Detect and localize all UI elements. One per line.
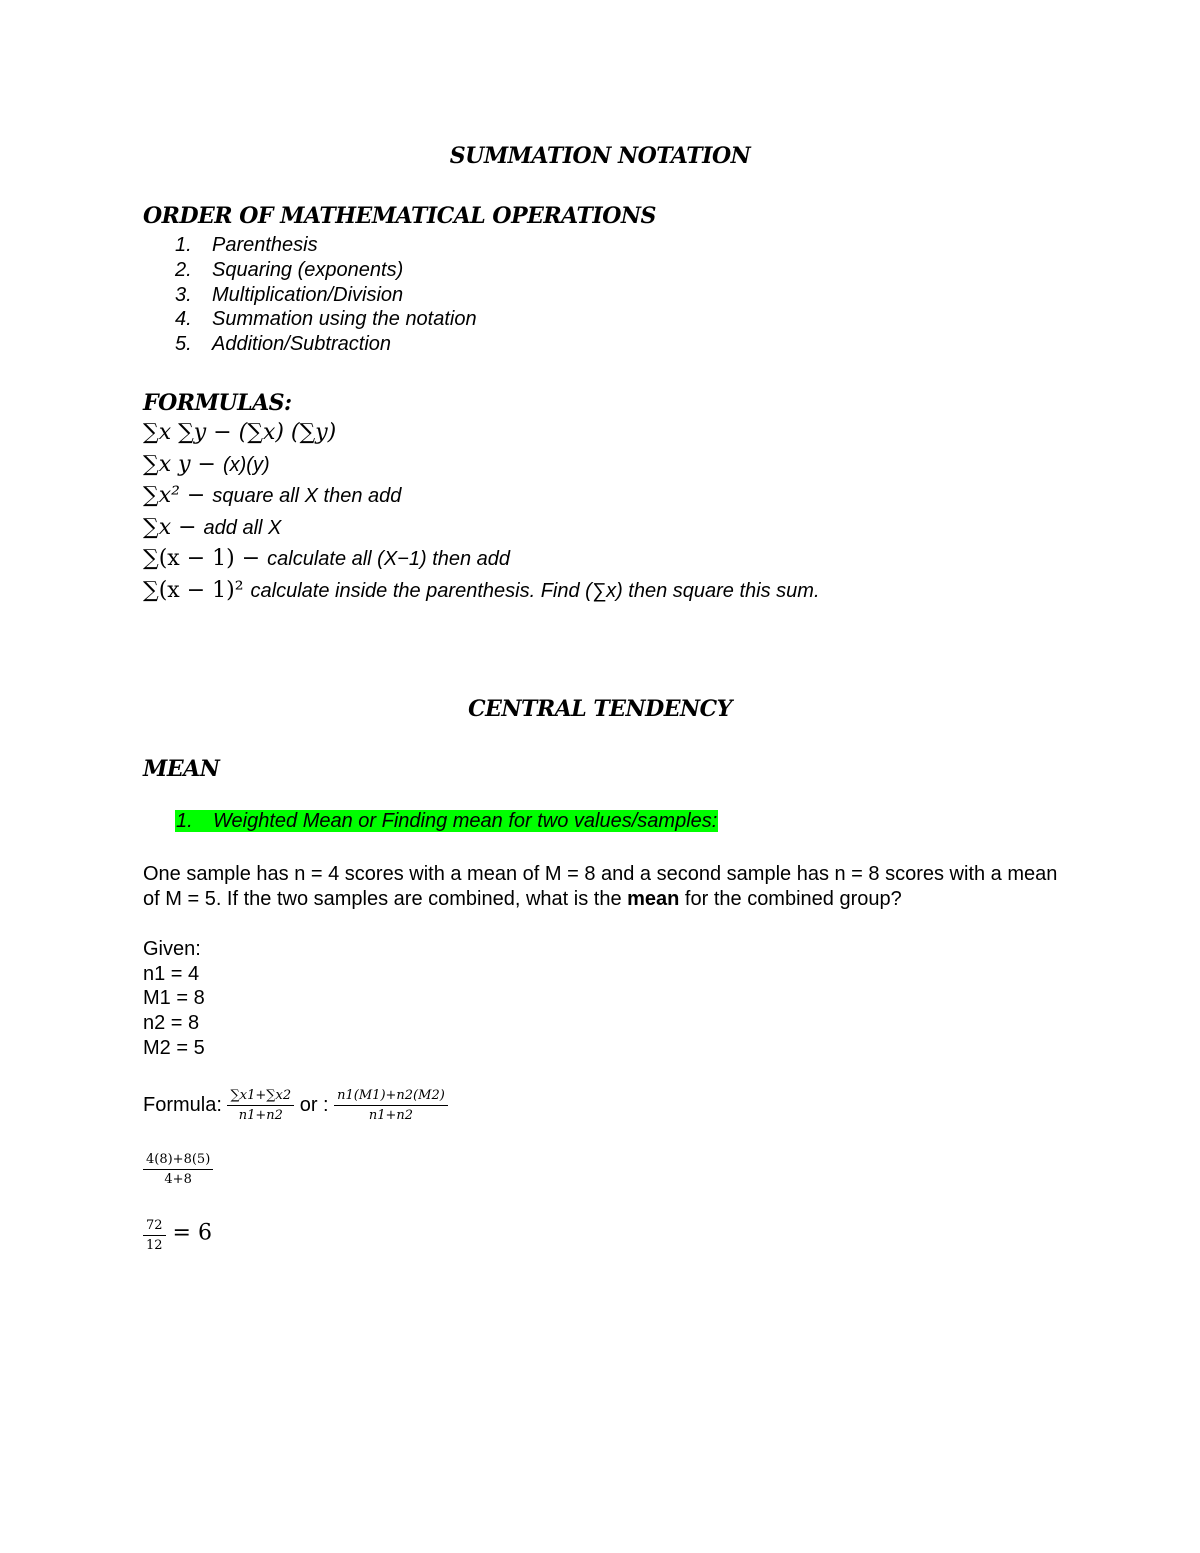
result-value: = 6 xyxy=(165,1220,212,1246)
formula-line: ∑x − add all X xyxy=(143,515,282,540)
heading-formulas: FORMULAS: xyxy=(143,390,292,416)
order-of-operations-list xyxy=(175,233,477,357)
or-label: or : xyxy=(294,1093,335,1116)
formula-row xyxy=(143,1088,448,1123)
heading-mean: MEAN xyxy=(143,756,220,782)
formula-label: Formula: xyxy=(143,1093,228,1116)
title-summation-notation: SUMMATION NOTATION xyxy=(449,143,751,169)
given-item: n2 = 8 xyxy=(143,1012,200,1035)
given-values xyxy=(143,937,205,1061)
title-central-tendency: CENTRAL TENDENCY xyxy=(468,696,732,722)
heading-order-of-operations: ORDER OF MATHEMATICAL OPERATIONS xyxy=(143,203,656,229)
formula-line: ∑(x − 1)² calculate inside the parenthesis. Find (∑x) then square this sum. xyxy=(143,578,820,603)
step-fraction: $\frac{4(8)+8(5)}{4+8}$ xyxy=(143,1152,213,1187)
formula-fraction-means: $\frac{n1(M1)+n2(M2)}{n1+n2}$ xyxy=(334,1088,448,1123)
given-item: n1 = 4 xyxy=(143,962,200,985)
given-label: Given: xyxy=(143,938,201,960)
computation-step-2 xyxy=(143,1218,212,1253)
formula-line: ∑x y − (x)(y) xyxy=(143,452,270,477)
highlighted-text: 1. Weighted Mean or Finding mean for two values/samples: xyxy=(176,810,718,832)
list-item: 3. Multiplication/Division xyxy=(175,283,404,306)
formula-line: ∑x² − square all X then add xyxy=(143,483,402,508)
step-fraction: $\frac{72}{12}$ xyxy=(143,1218,166,1253)
problem-statement: One sample has n = 4 scores with a mean of M = 8 and a second sample has n = 8 scores with a mean of M = 5. If the two samples are combined, what is the mean for the combined group? xyxy=(143,863,1058,910)
given-item: M1 = 8 xyxy=(143,987,205,1010)
weighted-mean-heading xyxy=(175,810,718,833)
computation-step-1 xyxy=(143,1152,213,1187)
formula-line: ∑(x − 1) − calculate all (X−1) then add xyxy=(143,546,511,571)
given-item: M2 = 5 xyxy=(143,1036,205,1059)
formula-fraction-sum: $\frac{\sum x1+\sum x2}{n1+n2}$ xyxy=(227,1088,294,1123)
formula-line: ∑x ∑y − (∑x) (∑y) xyxy=(143,420,337,445)
list-item: 2. Squaring (exponents) xyxy=(175,258,404,281)
list-item: 5. Addition/Subtraction xyxy=(175,333,392,356)
list-item: 4. Summation using the notation xyxy=(175,308,477,331)
list-item: 1. Parenthesis xyxy=(175,234,318,256)
